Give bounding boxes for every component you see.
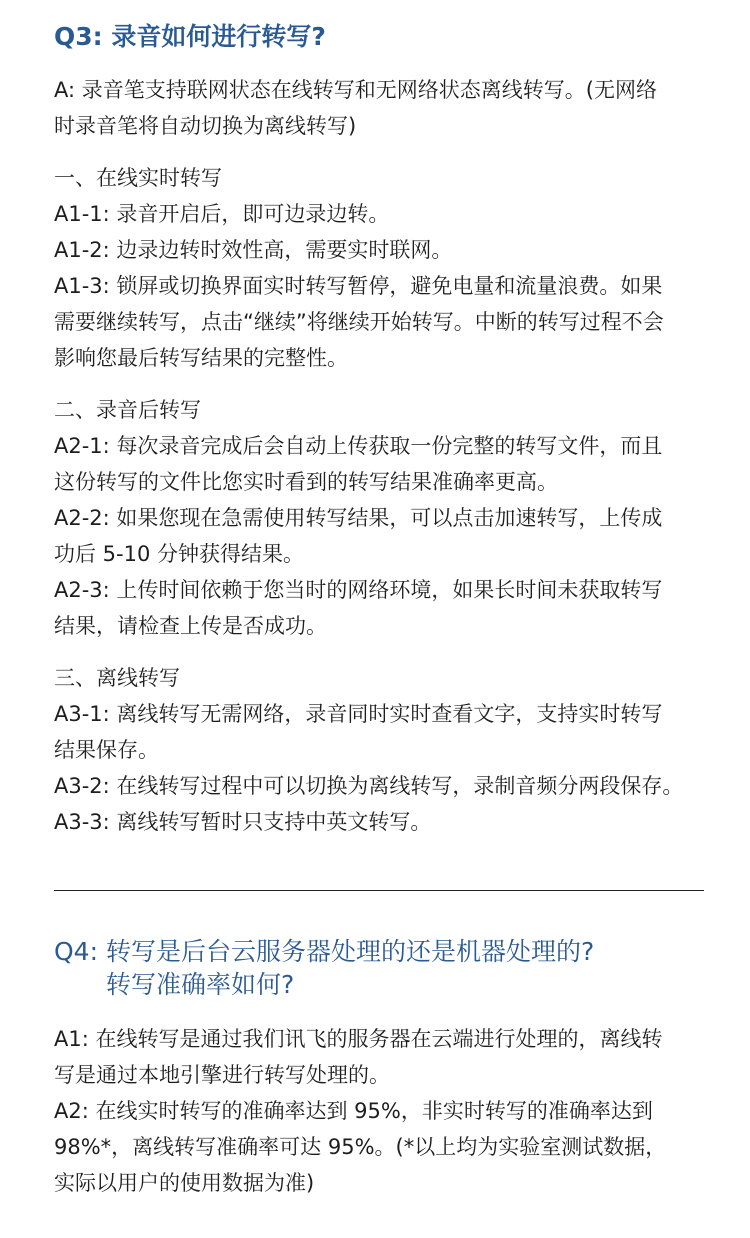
section-line: A1-1: 录音开启后，即可边录边转。: [54, 202, 390, 226]
section-line: 需要继续转写，点击“继续”将继续开始转写。中断的转写过程不会: [54, 310, 664, 334]
section-heading: 二、录音后转写: [54, 398, 201, 422]
q4-answer-line: 98%*，离线转写准确率可达 95%。(*以上均为实验室测试数据，: [54, 1135, 667, 1159]
q3-intro-line: A: 录音笔支持联网状态在线转写和无网络状态离线转写。(无网络: [54, 78, 657, 102]
q4-title: [54, 935, 704, 1001]
q3-section-after-recording: [54, 392, 704, 644]
q4-answer-line: A1: 在线转写是通过我们讯飞的服务器在云端进行处理的，离线转: [54, 1027, 663, 1051]
section-line: A2-3: 上传时间依赖于您当时的网络环境，如果长时间未获取转写: [54, 578, 663, 602]
section-line: 这份转写的文件比您实时看到的转写结果准确率更高。: [54, 470, 558, 494]
q3-title-text: 录音如何进行转写?: [111, 22, 326, 51]
section-line: A1-3: 锁屏或切换界面实时转写暂停，避免电量和流量浪费。如果: [54, 274, 663, 298]
section-line: 结果保存。: [54, 738, 159, 762]
section-line: A3-3: 离线转写暂时只支持中英文转写。: [54, 810, 432, 834]
section-line: 功后 5-10 分钟获得结果。: [54, 542, 305, 566]
section-line: A3-1: 离线转写无需网络，录音同时实时查看文字，支持实时转写: [54, 702, 663, 726]
section-line: 影响您最后转写结果的完整性。: [54, 346, 348, 370]
section-line: A2-1: 每次录音完成后会自动上传获取一份完整的转写文件，而且: [54, 434, 663, 458]
q3-section-offline: [54, 660, 704, 840]
q4-block: [54, 935, 704, 1201]
q4-answer-line: 写是通过本地引擎进行转写处理的。: [54, 1063, 390, 1087]
section-line: A3-2: 在线转写过程中可以切换为离线转写，录制音频分两段保存。: [54, 774, 684, 798]
section-line: A1-2: 边录边转时效性高，需要实时联网。: [54, 238, 453, 262]
q4-answer: [54, 1021, 704, 1201]
q3-section-online: [54, 160, 704, 376]
section-heading: 一、在线实时转写: [54, 166, 222, 190]
q4-answer-line: 实际以用户的使用数据为准): [54, 1171, 315, 1195]
q3-intro-line: 时录音笔将自动切换为离线转写): [54, 114, 357, 138]
q3-block: [54, 0, 704, 840]
section-divider: [54, 890, 704, 891]
q4-title-line: 转写准确率如何?: [106, 970, 295, 999]
section-line: 结果，请检查上传是否成功。: [54, 614, 327, 638]
q3-intro: [54, 72, 704, 144]
q4-title-line: 转写是后台云服务器处理的还是机器处理的?: [106, 937, 595, 966]
section-line: A2-2: 如果您现在急需使用转写结果，可以点击加速转写，上传成: [54, 506, 663, 530]
q4-label: Q4:: [54, 937, 99, 966]
q3-label: Q3:: [54, 22, 103, 51]
section-heading: 三、离线转写: [54, 666, 180, 690]
q3-title: [54, 20, 704, 53]
q4-answer-line: A2: 在线实时转写的准确率达到 95%，非实时转写的准确率达到: [54, 1099, 653, 1123]
